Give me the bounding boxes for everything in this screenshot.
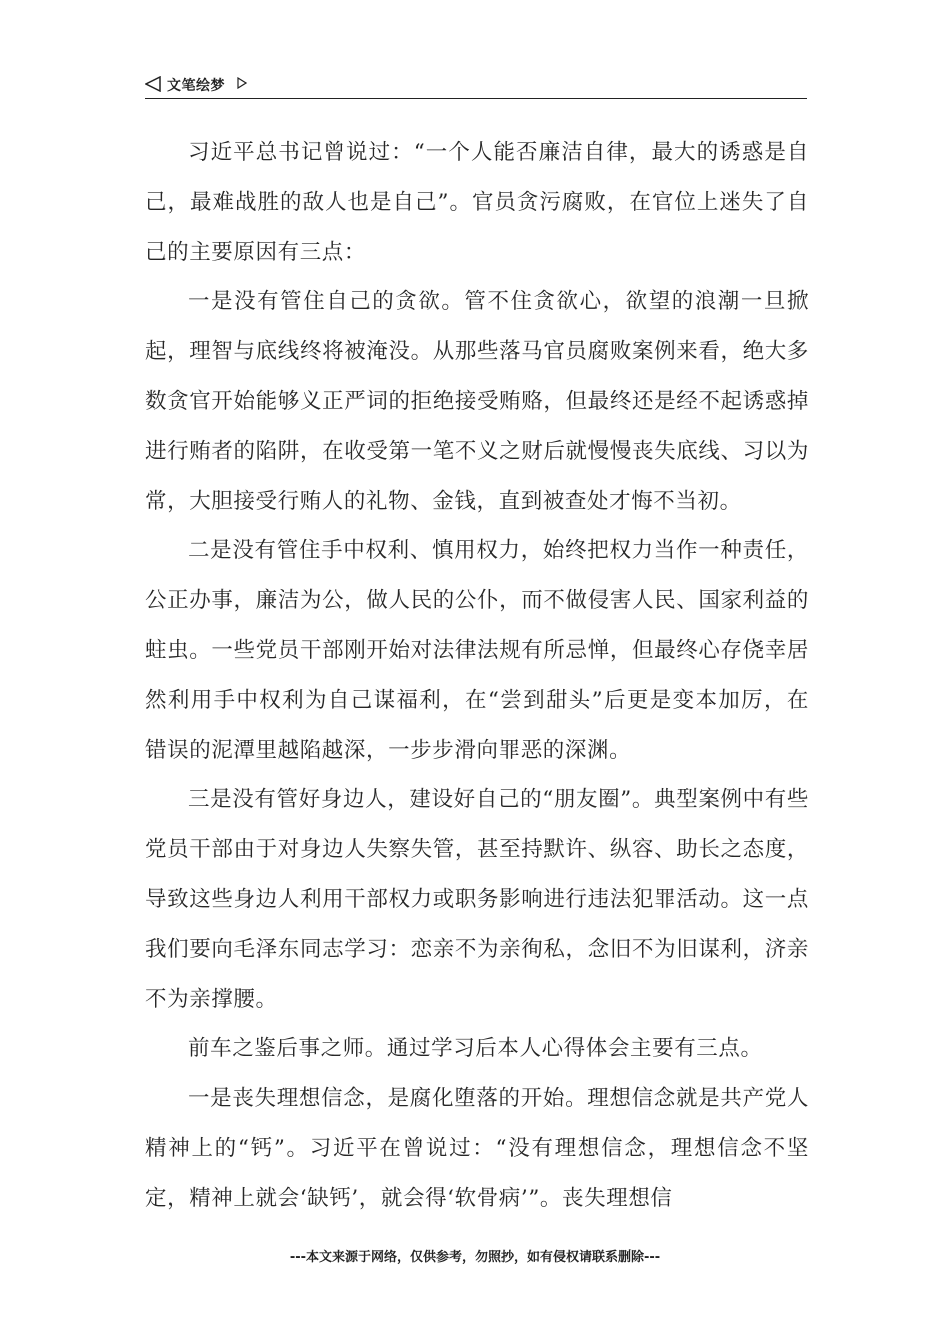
triangle-right-icon xyxy=(237,77,247,89)
paragraph-point-one: 一是没有管住自己的贪欲。管不住贪欲心，欲望的浪潮一旦掀起，理智与底线终将被淹没。从那些落马官员腐败案例来看，绝大多数贪官开始能够义正严词的拒绝接受贿赂，但最终还是经不起诱惑掉进行贿者的陷阱，在收受第一笔不义之财后就慢慢丧失底线、习以为常，大胆接受行贿人的礼物、金钱，直到被查处才悔不当初。 xyxy=(145,289,809,514)
paragraph-intro: 习近平总书记曾说过：“一个人能否廉洁自律，最大的诱惑是自己，最难战胜的敌人也是自己”。官员贪污腐败，在官位上迷失了自己的主要原因有三点： xyxy=(145,140,809,265)
document-body xyxy=(145,128,809,1224)
page-header xyxy=(145,72,807,99)
header-brand: 文笔绘梦 xyxy=(167,78,225,94)
paragraph-point-two: 二是没有管住手中权利、慎用权力，始终把权力当作一种责任，公正办事，廉洁为公，做人民的公仆，而不做侵害人民、国家利益的蛀虫。一些党员干部刚开始对法律法规有所忌惮，但最终心存侥幸居然利用手中权利为自己谋福利，在“尝到甜头”后更是变本加厉，在错误的泥潭里越陷越深，一步步滑向罪恶的深渊。 xyxy=(145,538,809,763)
paragraph-lesson-one: 一是丧失理想信念，是腐化堕落的开始。理想信念就是共产党人精神上的“钙”。习近平在曾说过：“没有理想信念，理想信念不坚定，精神上就会‘缺钙’，就会得‘软骨病’”。丧失理想信 xyxy=(145,1086,809,1211)
triangle-left-icon xyxy=(145,76,161,92)
paragraph-lessons-intro: 前车之鉴后事之师。通过学习后本人心得体会主要有三点。 xyxy=(188,1036,763,1062)
paragraph-point-three: 三是没有管好身边人，建设好自己的“朋友圈”。典型案例中有些党员干部由于对身边人失察失管，甚至持默许、纵容、助长之态度，导致这些身边人利用干部权力或职务影响进行违法犯罪活动。这一点我们要向毛泽东同志学习：恋亲不为亲徇私，念旧不为旧谋利，济亲不为亲撑腰。 xyxy=(145,787,809,1012)
page-footer-disclaimer: ---本文来源于网络，仅供参考，勿照抄，如有侵权请联系删除--- xyxy=(289,1250,661,1265)
